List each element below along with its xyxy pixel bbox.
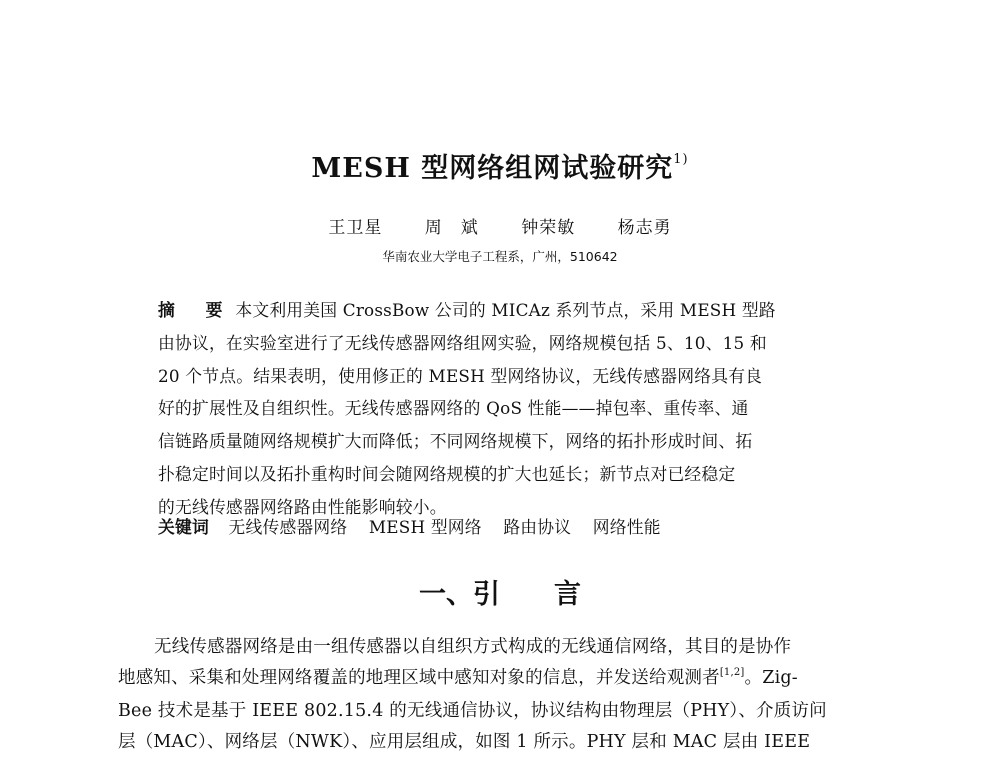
body-line: 地感知、采集和处理网络覆盖的地理区域中感知对象的信息，并发送给观测者 bbox=[118, 667, 720, 688]
paper-title bbox=[0, 146, 1000, 185]
title-footnote-mark: 1) bbox=[673, 152, 689, 167]
abstract bbox=[158, 294, 838, 524]
citation-ref: [1,2] bbox=[719, 666, 745, 678]
abstract-line: 的无线传感器网络路由性能影响较小。 bbox=[158, 496, 447, 517]
author-name: 周 斌 bbox=[424, 218, 479, 238]
abstract-line: 本文利用美国 CrossBow 公司的 MICAz 系列节点，采用 MESH 型路 bbox=[235, 300, 776, 320]
paper-title-text: MESH 型网络组网试验研究 bbox=[311, 153, 674, 184]
keyword: 路由协议 bbox=[503, 517, 572, 537]
author-name: 钟荣敏 bbox=[521, 218, 576, 238]
author-list bbox=[0, 213, 1000, 238]
abstract-line: 扑稳定时间以及拓扑重构时间会随网络规模的扩大也延长；新节点对已经稳定 bbox=[158, 463, 736, 484]
body-line: Bee 技术是基于 IEEE 802.15.4 的无线通信协议，协议结构由物理层（PHY）、介质访问 bbox=[118, 701, 827, 721]
body-line: 层（MAC）、网络层（NWK）、应用层组成，如图 1 所示。PHY 层和 MAC 层由 IEEE bbox=[118, 731, 811, 752]
section-title: 言 bbox=[554, 579, 581, 610]
abstract-line: 好的扩展性及自组织性。无线传感器网络的 QoS 性能——掉包率、重传率、通 bbox=[158, 398, 749, 419]
author-name: 杨志勇 bbox=[617, 218, 672, 238]
section-number: 一、引 bbox=[419, 579, 500, 610]
abstract-label: 摘 要 bbox=[158, 300, 230, 320]
body-line-tail: 。Zig- bbox=[744, 667, 798, 688]
abstract-line: 20 个节点。结果表明，使用修正的 MESH 型网络协议，无线传感器网络具有良 bbox=[158, 365, 763, 386]
keyword: 无线传感器网络 bbox=[228, 517, 348, 537]
body-line: 无线传感器网络是由一组传感器以自组织方式构成的无线通信网络，其目的是协作 bbox=[154, 637, 792, 657]
keywords bbox=[158, 514, 858, 538]
affiliation: 华南农业大学电子工程系，广州，510642 bbox=[382, 249, 618, 264]
keyword: 网络性能 bbox=[592, 517, 661, 537]
author-name: 王卫星 bbox=[328, 218, 383, 238]
keyword: MESH 型网络 bbox=[368, 517, 482, 537]
abstract-line: 由协议，在实验室进行了无线传感器网络组网实验，网络规模包括 5、10、15 和 bbox=[158, 332, 767, 353]
keywords-label: 关键词 bbox=[158, 517, 209, 537]
body-paragraph bbox=[118, 632, 866, 757]
abstract-line: 信链路质量随网络规模扩大而降低；不同网络规模下，网络的拓扑形成时间、拓 bbox=[158, 431, 753, 452]
section-heading bbox=[0, 572, 1000, 611]
